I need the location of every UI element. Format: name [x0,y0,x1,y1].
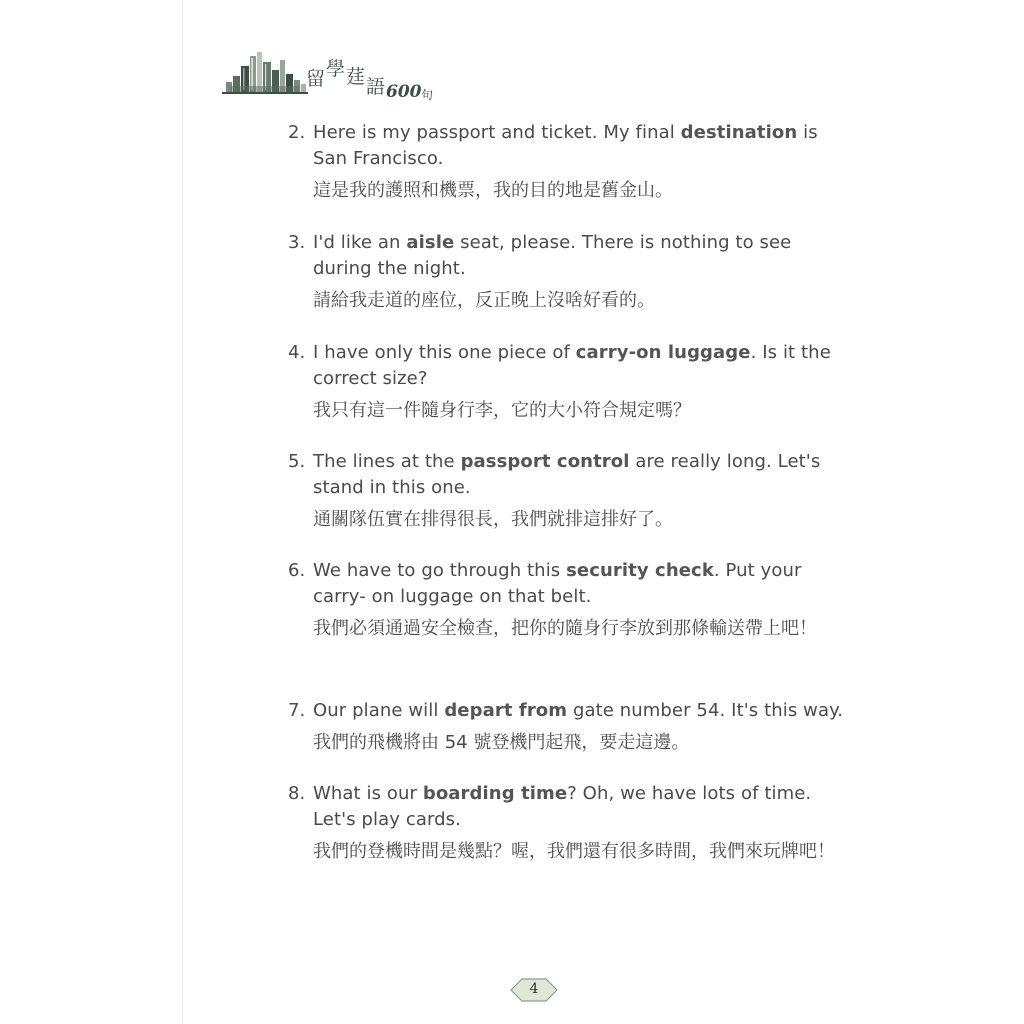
chinese-translation: 這是我的護照和機票，我的目的地是舊金山。 [313,180,673,201]
english-text: gate number 54. It's this way. [567,700,844,721]
english-text: ? Oh, we have lots of time. Let's play cards. [313,783,812,830]
header-title-char: 留 [306,68,326,90]
item-number: 8. [288,783,306,804]
english-sentence [313,781,848,833]
english-text: are really long. Let's stand in this one. [313,451,821,498]
header-title-suffix: 句 [421,88,434,102]
keyword: carry-on luggage [575,342,751,363]
english-text: Our plane will [313,700,445,721]
english-text: . Put your carry- on luggage on that belt. [313,560,802,607]
english-text: is San Francisco. [313,122,818,169]
english-text: . Is it the correct size? [313,342,831,389]
sentence-item [288,558,848,644]
header-title-char: 莛 [346,66,366,88]
english-text: The lines at the [313,451,461,472]
page-number-badge [510,978,558,1002]
item-number: 6. [288,560,306,581]
page-number: 4 [529,981,539,997]
english-text: We have to go through this [313,560,567,581]
chinese-translation: 我們必須通過安全檢查，把你的隨身行李放到那條輸送帶上吧！ [313,618,817,639]
item-number: 7. [288,700,306,721]
sentence-item [288,230,848,316]
item-number: 4. [288,342,306,363]
english-text: I'd like an [313,232,407,253]
english-sentence [313,558,848,610]
english-sentence [313,230,848,282]
english-text: What is our [313,783,423,804]
english-sentence [313,340,848,392]
keyword: destination [680,122,798,143]
keyword: security check [566,560,714,581]
header-title-number: 600 [386,82,422,102]
chinese-translation: 請給我走道的座位，反正晚上沒啥好看的。 [313,290,655,311]
sentence-item [288,698,843,758]
header-title-char: 學 [326,58,346,80]
english-text: Here is my passport and ticket. My final [313,122,681,143]
city-skyline-logo [220,48,310,100]
sentence-item [288,449,848,535]
chinese-translation: 通關隊伍實在排得很長，我們就排這排好了。 [313,509,673,530]
english-sentence [313,449,848,501]
chinese-translation: 我們的飛機將由 54 號登機門起飛，要走這邊。 [313,732,690,753]
sentence-item [288,340,848,426]
item-number: 5. [288,451,306,472]
keyword: passport control [460,451,630,472]
chinese-translation: 我只有這一件隨身行李，它的大小符合規定嗎？ [313,400,691,421]
chinese-translation: 我們的登機時間是幾點？喔，我們還有很多時間，我們來玩牌吧！ [313,841,835,862]
keyword: depart from [444,700,568,721]
sentence-item [288,120,848,206]
sentence-item [288,781,848,867]
header-title-char: 語 [366,76,386,98]
english-sentence [313,698,843,724]
keyword: aisle [406,232,455,253]
item-number: 3. [288,232,306,253]
english-text: I have only this one piece of [313,342,576,363]
english-sentence [313,120,848,172]
english-text: seat, please. There is nothing to see during the night. [313,232,792,279]
page-spine-line [182,0,183,1024]
item-number: 2. [288,122,306,143]
keyword: boarding time [422,783,568,804]
book-header [220,48,460,110]
